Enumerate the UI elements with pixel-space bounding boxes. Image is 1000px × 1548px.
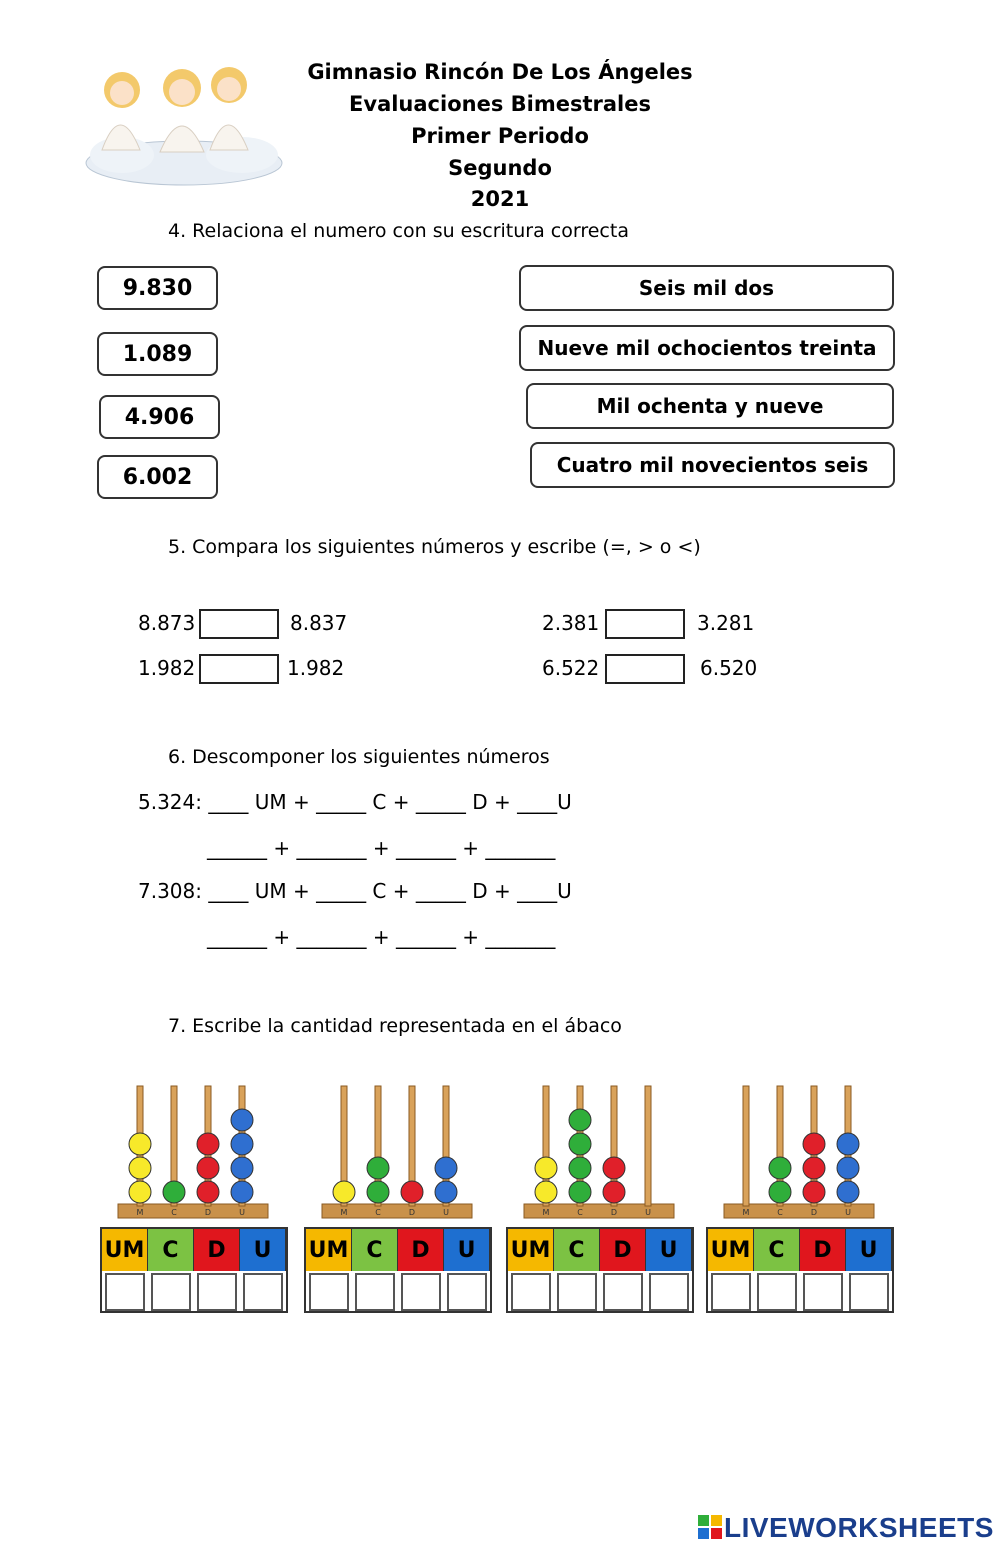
abacus-bead-um <box>535 1181 557 1203</box>
place-value-table <box>304 1227 492 1313</box>
question-5-title: 5. Compara los siguientes números y escribe (=, > o <) <box>168 536 701 558</box>
place-value-header: UM <box>306 1229 352 1271</box>
abacus-bead-um <box>129 1181 151 1203</box>
abacus-bead-c <box>163 1181 185 1203</box>
decompose-row[interactable]: 7.308: ____ UM + _____ C + _____ D + ____U <box>138 879 572 903</box>
place-value-header: D <box>398 1229 444 1271</box>
place-value-input[interactable] <box>105 1273 145 1311</box>
place-value-input[interactable] <box>355 1273 395 1311</box>
place-value-header: UM <box>708 1229 754 1271</box>
abacus-rod-label: C <box>171 1208 177 1217</box>
number-box[interactable]: 4.906 <box>99 395 220 439</box>
number-box[interactable]: 1.089 <box>97 332 218 376</box>
place-value-header: C <box>352 1229 398 1271</box>
word-box[interactable]: Cuatro mil novecientos seis <box>530 442 895 488</box>
place-value-header: D <box>800 1229 846 1271</box>
abacus-bead-u <box>837 1181 859 1203</box>
word-box[interactable]: Mil ochenta y nueve <box>526 383 894 429</box>
abacus-bead-c <box>569 1181 591 1203</box>
abacus-rod-label: D <box>204 1208 212 1217</box>
abacus-rod-label: D <box>810 1208 818 1217</box>
place-value-input[interactable] <box>243 1273 283 1311</box>
word-box[interactable]: Nueve mil ochocientos treinta <box>519 325 895 371</box>
abacus-bead-c <box>569 1109 591 1131</box>
abacus-bead-um <box>535 1157 557 1179</box>
question-4-title: 4. Relaciona el numero con su escritura correcta <box>168 220 629 242</box>
place-value-input[interactable] <box>151 1273 191 1311</box>
place-value-header: C <box>754 1229 800 1271</box>
decompose-row[interactable]: 5.324: ____ UM + _____ C + _____ D + ____U <box>138 790 572 814</box>
question-6-title: 6. Descomponer los siguientes números <box>168 746 550 768</box>
compare-right-number: 8.837 <box>290 611 348 635</box>
abacus-rod-label: U <box>845 1208 851 1217</box>
place-value-table <box>100 1227 288 1313</box>
abacus-bead-d <box>197 1157 219 1179</box>
liveworksheets-logo-icon <box>698 1515 724 1541</box>
abacus-rod-label: C <box>375 1208 381 1217</box>
abacus-bead-d <box>197 1181 219 1203</box>
compare-left-number: 8.873 <box>138 611 196 635</box>
place-value-input[interactable] <box>197 1273 237 1311</box>
abacus-bead-um <box>129 1133 151 1155</box>
abacus-rod-label: M <box>542 1208 550 1217</box>
abacus <box>312 1082 482 1222</box>
abacus-bead-c <box>769 1157 791 1179</box>
place-value-input[interactable] <box>447 1273 487 1311</box>
place-value-header: U <box>646 1229 692 1271</box>
place-value-input[interactable] <box>603 1273 643 1311</box>
abacus-rod <box>645 1086 651 1206</box>
abacus-rod-label: C <box>577 1208 583 1217</box>
place-value-input[interactable] <box>401 1273 441 1311</box>
abacus-bead-d <box>803 1181 825 1203</box>
compare-right-number: 1.982 <box>287 656 345 680</box>
place-value-header: D <box>600 1229 646 1271</box>
place-value-header: UM <box>102 1229 148 1271</box>
abacus-bead-u <box>837 1133 859 1155</box>
place-value-header: UM <box>508 1229 554 1271</box>
abacus-bead-c <box>769 1181 791 1203</box>
compare-left-number: 1.982 <box>138 656 196 680</box>
place-value-input[interactable] <box>849 1273 889 1311</box>
school-name: Gimnasio Rincón De Los Ángeles <box>307 60 693 84</box>
grade-title: Segundo <box>448 156 552 180</box>
compare-answer-box[interactable] <box>605 609 685 639</box>
abacus-rod-label: U <box>645 1208 651 1217</box>
decompose-row[interactable]: ______ + _______ + ______ + _______ <box>207 925 556 949</box>
place-value-header: U <box>240 1229 286 1271</box>
place-value-input[interactable] <box>309 1273 349 1311</box>
abacus <box>108 1082 278 1222</box>
place-value-input[interactable] <box>511 1273 551 1311</box>
abacus-bead-um <box>129 1157 151 1179</box>
compare-answer-box[interactable] <box>605 654 685 684</box>
abacus-bead-c <box>367 1181 389 1203</box>
compare-left-number: 2.381 <box>542 611 600 635</box>
abacus-bead-c <box>569 1157 591 1179</box>
abacus-bead-d <box>603 1157 625 1179</box>
angels-logo-image <box>82 55 287 190</box>
compare-answer-box[interactable] <box>199 609 279 639</box>
compare-answer-box[interactable] <box>199 654 279 684</box>
place-value-input[interactable] <box>757 1273 797 1311</box>
year-title: 2021 <box>470 187 530 211</box>
abacus-bead-d <box>803 1133 825 1155</box>
question-7-title: 7. Escribe la cantidad representada en el ábaco <box>168 1015 622 1037</box>
liveworksheets-brand-text: LIVEWORKSHEETS <box>724 1512 994 1543</box>
abacus <box>714 1082 884 1222</box>
abacus-rod <box>743 1086 749 1206</box>
place-value-input[interactable] <box>803 1273 843 1311</box>
abacus-rod-label: C <box>777 1208 783 1217</box>
place-value-input[interactable] <box>711 1273 751 1311</box>
abacus-bead-d <box>197 1133 219 1155</box>
abacus-bead-u <box>435 1157 457 1179</box>
place-value-header: D <box>194 1229 240 1271</box>
period-title: Primer Periodo <box>411 124 589 148</box>
number-box[interactable]: 6.002 <box>97 455 218 499</box>
abacus-bead-d <box>401 1181 423 1203</box>
liveworksheets-logo <box>698 1512 994 1544</box>
place-value-header: C <box>554 1229 600 1271</box>
abacus-rod-label: M <box>742 1208 750 1217</box>
abacus-rod-label: M <box>340 1208 348 1217</box>
abacus-bead-um <box>333 1181 355 1203</box>
abacus-bead-c <box>367 1157 389 1179</box>
place-value-table <box>506 1227 694 1313</box>
abacus-rod-label: D <box>408 1208 416 1217</box>
abacus-bead-u <box>231 1181 253 1203</box>
abacus-bead-u <box>231 1133 253 1155</box>
place-value-input[interactable] <box>557 1273 597 1311</box>
place-value-header: U <box>444 1229 490 1271</box>
abacus-bead-u <box>435 1181 457 1203</box>
place-value-input[interactable] <box>649 1273 689 1311</box>
abacus <box>514 1082 684 1222</box>
abacus-bead-u <box>231 1157 253 1179</box>
abacus-bead-d <box>603 1181 625 1203</box>
decompose-row[interactable]: ______ + _______ + ______ + _______ <box>207 836 556 860</box>
place-value-header: C <box>148 1229 194 1271</box>
abacus-rod-label: D <box>610 1208 618 1217</box>
place-value-header: U <box>846 1229 892 1271</box>
abacus-bead-u <box>231 1109 253 1131</box>
word-box[interactable]: Seis mil dos <box>519 265 894 311</box>
compare-left-number: 6.522 <box>542 656 600 680</box>
number-box[interactable]: 9.830 <box>97 266 218 310</box>
abacus-rod-label: M <box>136 1208 144 1217</box>
abacus-rod-label: U <box>443 1208 449 1217</box>
abacus-bead-u <box>837 1157 859 1179</box>
abacus-rod-label: U <box>239 1208 245 1217</box>
place-value-table <box>706 1227 894 1313</box>
abacus-bead-c <box>569 1133 591 1155</box>
compare-right-number: 3.281 <box>697 611 755 635</box>
compare-right-number: 6.520 <box>700 656 758 680</box>
evaluation-title: Evaluaciones Bimestrales <box>349 92 651 116</box>
abacus-bead-d <box>803 1157 825 1179</box>
